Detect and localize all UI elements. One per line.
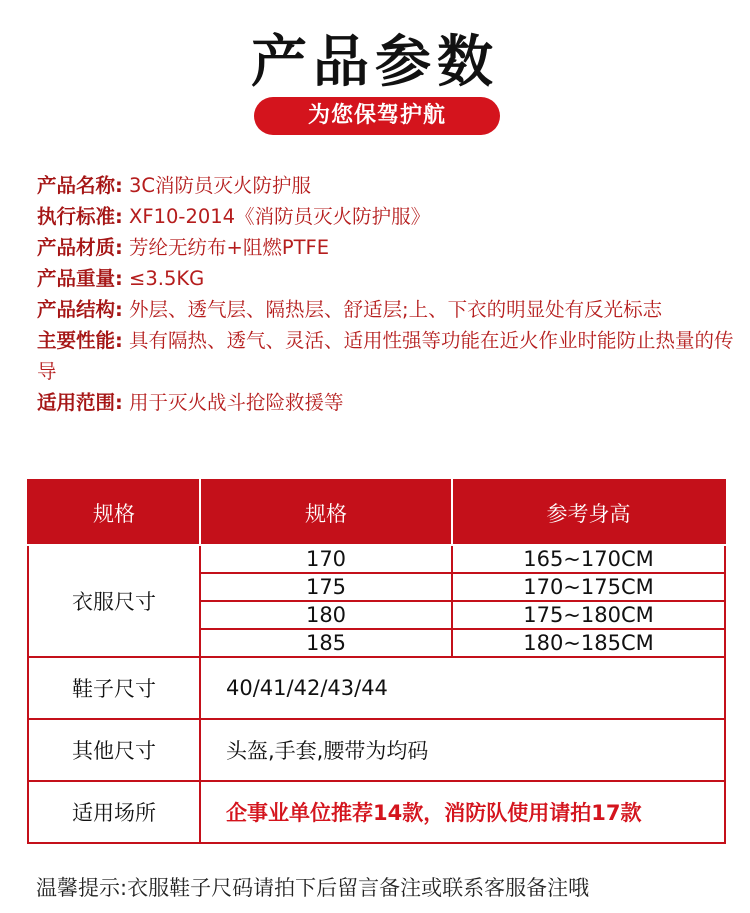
footer-tip: 温馨提示:衣服鞋子尺码请拍下后留言备注或联系客服备注哦: [36, 876, 590, 900]
param-value: 3C消防员灭火防护服: [129, 174, 312, 197]
param-material: [37, 232, 737, 263]
param-value: 芳纶无纺布+阻燃PTFE: [129, 236, 330, 259]
param-label: 产品结构:: [37, 298, 123, 321]
table-header-spec: 规格: [200, 480, 452, 545]
place-label: 适用场所: [28, 781, 200, 843]
height-cell: 175~180CM: [452, 601, 725, 629]
param-value: 外层、透气层、隔热层、舒适层;上、下衣的明显处有反光标志: [129, 298, 663, 321]
param-performance: [37, 325, 737, 387]
param-value: ≤3.5KG: [129, 267, 205, 290]
table-row: [28, 781, 725, 843]
page-title: 产品参数: [251, 30, 499, 95]
param-structure: [37, 294, 737, 325]
other-size-label: 其他尺寸: [28, 719, 200, 781]
param-scope: [37, 387, 737, 418]
place-value: 企事业单位推荐14款，消防队使用请拍17款: [200, 781, 725, 843]
table-header-height: 参考身高: [452, 480, 725, 545]
param-label: 产品名称:: [37, 174, 123, 197]
param-value: 具有隔热、透气、灵活、适用性强等功能在近火作业时能防止热量的传导: [37, 329, 734, 383]
shoe-size-value: 40/41/42/43/44: [200, 657, 725, 719]
product-params: [37, 170, 737, 418]
height-cell: 165~170CM: [452, 545, 725, 573]
table-row: [28, 545, 725, 573]
subtitle-badge: 为您保驾护航: [254, 97, 500, 135]
param-weight: [37, 263, 737, 294]
param-name: [37, 170, 737, 201]
table-header-row: [28, 480, 725, 545]
shoe-size-label: 鞋子尺寸: [28, 657, 200, 719]
param-label: 产品材质:: [37, 236, 123, 259]
param-label: 适用范围:: [37, 391, 123, 414]
size-cell: 175: [200, 573, 452, 601]
param-label: 主要性能:: [37, 329, 123, 352]
param-standard: [37, 201, 737, 232]
table-row: [28, 657, 725, 719]
height-cell: 170~175CM: [452, 573, 725, 601]
table-header-spec: 规格: [28, 480, 200, 545]
param-label: 产品重量:: [37, 267, 123, 290]
size-cell: 170: [200, 545, 452, 573]
param-value: XF10-2014《消防员灭火防护服》: [129, 205, 431, 228]
size-cell: 180: [200, 601, 452, 629]
size-cell: 185: [200, 629, 452, 657]
other-size-value: 头盔,手套,腰带为均码: [200, 719, 725, 781]
height-cell: 180~185CM: [452, 629, 725, 657]
param-value: 用于灭火战斗抢险救援等: [129, 391, 344, 414]
size-table: [27, 479, 726, 844]
param-label: 执行标准:: [37, 205, 123, 228]
clothing-size-label: 衣服尺寸: [28, 545, 200, 657]
table-row: [28, 719, 725, 781]
